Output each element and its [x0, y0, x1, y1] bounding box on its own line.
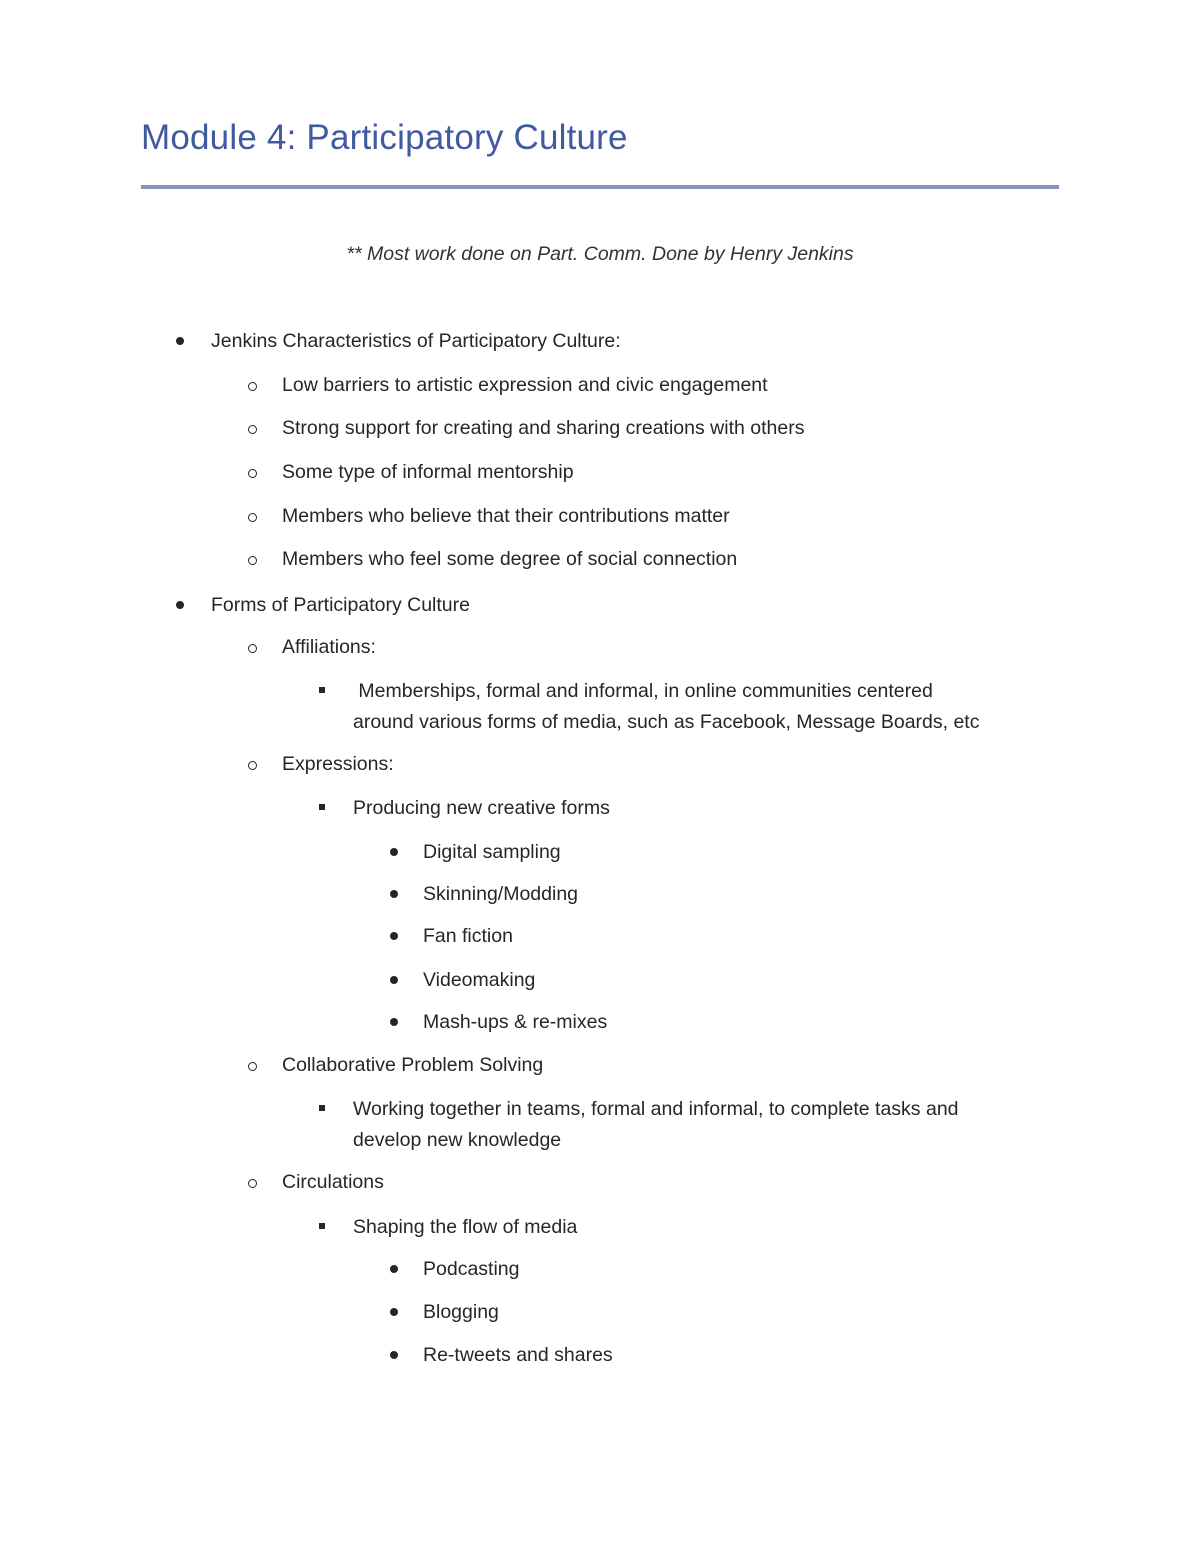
bullet-dot-icon: [390, 976, 398, 984]
bullet-circle-icon: [248, 644, 257, 653]
bullet-circle-icon: [248, 513, 257, 522]
bullet-dot-icon: [390, 932, 398, 940]
bullet-circle-icon: [248, 1062, 257, 1071]
bullet-circle-icon: [248, 1179, 257, 1188]
document-title: Module 4: Participatory Culture: [141, 118, 628, 157]
bullet-circle-icon: [248, 382, 257, 391]
bullet-square-icon: [319, 1105, 325, 1111]
bullet-dot-icon: [176, 337, 184, 345]
bullet-dot-icon: [176, 601, 184, 609]
bullet-circle-icon: [248, 556, 257, 565]
bullet-square-icon: [319, 1223, 325, 1229]
bullet-dot-icon: [390, 890, 398, 898]
bullet-dot-icon: [390, 848, 398, 856]
bullet-dot-icon: [390, 1308, 398, 1316]
bullet-square-icon: [319, 804, 325, 810]
bullet-dot-icon: [390, 1265, 398, 1273]
italic-note: ** Most work done on Part. Comm. Done by Henry Jenkins: [346, 243, 854, 265]
bullet-square-icon: [319, 687, 325, 693]
bullet-circle-icon: [248, 469, 257, 478]
document-page: Module 4: Participatory Culture ** Most work done on Part. Comm. Done by Henry Jenkins Jenkins Characteristics of Participatory Culture: Low barriers to artistic expression and civic engagement Strong support for creating and sharing creations with others Some type of informal mentorship Members who believe that their contributions matter Members who feel some degree of social connection Forms of Participatory Culture Affiliations: Memberships, formal and informal, in online communities centered around various forms of media, such as Facebook, Message Boards, etc Expressions: Producing new creative forms Digital sampling Skinning/Modding Fan fiction Videomaking Mash-ups & re-mixes Collaborative Problem Solving Working together in teams, formal and informal, to complete tasks and develop new knowledge Circulations Shaping the flow of media Podcasting Blogging Re-tweets and shares: [0, 0, 1200, 1553]
title-underline: [141, 185, 1059, 189]
bullet-dot-icon: [390, 1351, 398, 1359]
bullet-circle-icon: [248, 761, 257, 770]
bullet-dot-icon: [390, 1018, 398, 1026]
bullet-circle-icon: [248, 425, 257, 434]
